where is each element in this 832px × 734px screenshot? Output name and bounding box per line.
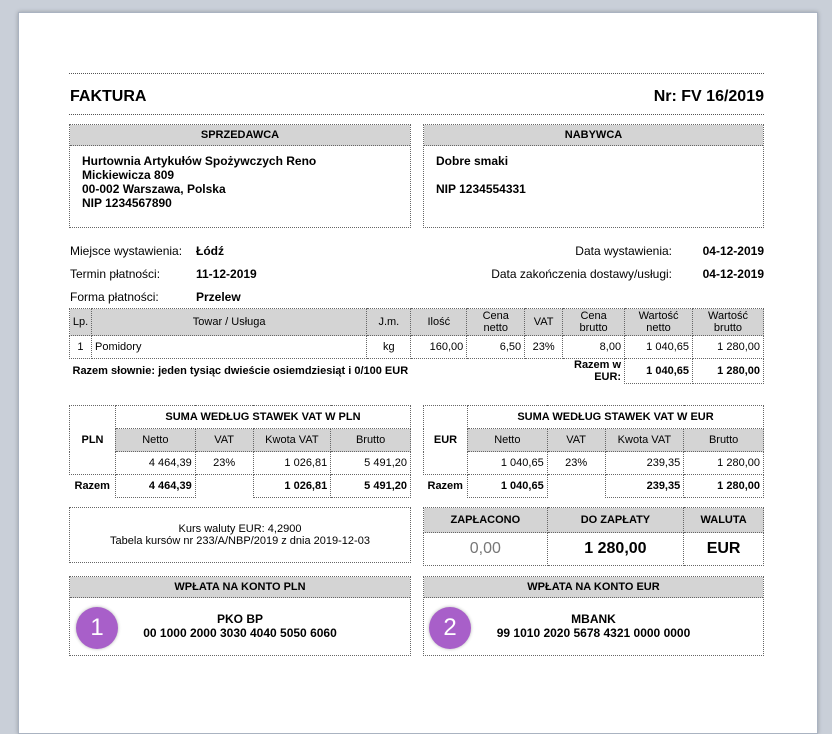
items-table <box>69 308 764 384</box>
col-net-value: Wartość netto <box>625 309 693 336</box>
cell-unit: kg <box>367 336 411 359</box>
vat-pln-total-amount: 1 026,81 <box>253 475 331 498</box>
title-divider <box>69 114 764 115</box>
bank-eur-box <box>423 576 764 656</box>
vat-pln-total-rate <box>195 475 253 498</box>
cell-gross-value: 1 280,00 <box>693 336 764 359</box>
cell-qty: 160,00 <box>411 336 467 359</box>
table-row <box>424 452 764 475</box>
cell-net-price: 6,50 <box>467 336 525 359</box>
seller-nip: NIP 1234567890 <box>82 196 172 210</box>
cell-net-value: 1 040,65 <box>625 336 693 359</box>
bank-eur-account: 99 1010 2020 5678 4321 0000 0000 <box>496 626 691 640</box>
vat-eur-amount: 239,35 <box>605 452 684 475</box>
vat-eur-col-amount: Kwota VAT <box>605 429 684 452</box>
seller-heading: SPRZEDAWCA <box>70 125 410 146</box>
vat-pln-total-net: 4 464,39 <box>115 475 195 498</box>
vat-pln-total-label: Razem <box>74 480 110 493</box>
method-value: Przelew <box>196 290 241 304</box>
amount-in-words: Razem słownie: jeden tysiąc dwieście osiemdziesiąt i 0/100 EUR <box>72 365 409 377</box>
cell-vat: 23% <box>525 336 563 359</box>
vat-pln-net: 4 464,39 <box>115 452 195 475</box>
items-header-row <box>70 309 764 336</box>
table-row <box>70 336 764 359</box>
vat-pln-col-vat: VAT <box>195 429 253 452</box>
col-unit: J.m. <box>367 309 411 336</box>
items-total-row <box>70 359 764 384</box>
vat-pln-table <box>69 405 411 498</box>
vat-eur-col-vat: VAT <box>547 429 605 452</box>
issue-value: 04-12-2019 <box>702 244 764 258</box>
paid-label: ZAPŁACONO <box>424 508 548 533</box>
col-vat: VAT <box>525 309 563 336</box>
total-gross: 1 280,00 <box>693 359 764 384</box>
vat-pln-total-row <box>70 475 411 498</box>
vat-eur-currency: EUR <box>424 406 468 475</box>
total-label: Razem w EUR: <box>574 359 622 383</box>
seller-street: Mickiewicza 809 <box>82 168 175 182</box>
callout-badge-2: 2 <box>429 607 471 649</box>
vat-eur-table <box>423 405 764 498</box>
vat-pln-col-amount: Kwota VAT <box>253 429 331 452</box>
seller-name: Hurtownia Artykułów Spożywczych Reno <box>82 154 317 168</box>
invoice-number: Nr: FV 16/2019 <box>653 88 764 105</box>
currency-label: WALUTA <box>684 508 764 533</box>
exchange-box <box>69 507 411 563</box>
bank-pln-account: 00 1000 2000 3030 4040 5050 6060 <box>143 626 337 640</box>
vat-pln-heading: SUMA WEDŁUG STAWEK VAT W PLN <box>115 406 410 429</box>
method-label: Forma płatności: <box>70 290 159 304</box>
callout-badge-1: 1 <box>76 607 118 649</box>
vat-pln-col-net: Netto <box>115 429 195 452</box>
table-row <box>70 452 411 475</box>
currency-value: EUR <box>684 533 764 566</box>
invoice-page <box>18 12 818 734</box>
vat-eur-rate: 23% <box>547 452 605 475</box>
delivery-value: 04-12-2019 <box>702 267 764 281</box>
vat-pln-rate: 23% <box>195 452 253 475</box>
cell-gross-price: 8,00 <box>563 336 625 359</box>
place-label: Miejsce wystawienia: <box>70 244 183 258</box>
vat-eur-col-gross: Brutto <box>684 429 764 452</box>
vat-eur-heading: SUMA WEDŁUG STAWEK VAT W EUR <box>467 406 763 429</box>
payment-summary <box>423 507 764 566</box>
vat-eur-gross: 1 280,00 <box>684 452 764 475</box>
vat-eur-total-rate <box>547 475 605 498</box>
seller-city: 00-002 Warszawa, Polska <box>82 182 226 196</box>
issue-label: Data wystawienia: <box>575 244 672 258</box>
vat-pln-currency: PLN <box>70 406 116 475</box>
vat-pln-amount: 1 026,81 <box>253 452 331 475</box>
buyer-nip: NIP 1234554331 <box>436 182 526 196</box>
exchange-table: Tabela kursów nr 233/A/NBP/2019 z dnia 2019-12-03 <box>110 535 370 547</box>
due-label: Termin płatności: <box>70 267 161 281</box>
vat-eur-total-amount: 239,35 <box>605 475 684 498</box>
vat-pln-gross: 5 491,20 <box>331 452 411 475</box>
vat-eur-total-label: Razem <box>427 480 463 493</box>
invoice-title: FAKTURA <box>70 88 147 105</box>
buyer-box <box>423 124 764 228</box>
vat-eur-net: 1 040,65 <box>467 452 547 475</box>
vat-eur-total-row <box>424 475 764 498</box>
bank-pln-box <box>69 576 411 656</box>
delivery-label: Data zakończenia dostawy/usługi: <box>491 267 672 281</box>
to-pay-label: DO ZAPŁATY <box>547 508 683 533</box>
vat-pln-col-gross: Brutto <box>331 429 411 452</box>
vat-pln-total-gross: 5 491,20 <box>331 475 411 498</box>
paid-value: 0,00 <box>424 533 548 566</box>
bank-eur-name: MBANK <box>571 612 616 626</box>
col-gross-value: Wartość brutto <box>693 309 764 336</box>
bank-pln-heading: WPŁATA NA KONTO PLN <box>70 577 410 598</box>
place-value: Łódź <box>196 244 224 258</box>
vat-eur-col-net: Netto <box>467 429 547 452</box>
buyer-heading: NABYWCA <box>424 125 763 146</box>
col-lp: Lp. <box>70 309 92 336</box>
buyer-name: Dobre smaki <box>436 154 509 168</box>
top-divider <box>69 73 764 74</box>
col-gross-price: Cena brutto <box>563 309 625 336</box>
col-product: Towar / Usługa <box>91 309 366 336</box>
col-net-price: Cena netto <box>467 309 525 336</box>
cell-product: Pomidory <box>91 336 366 359</box>
cell-lp: 1 <box>70 336 92 359</box>
due-value: 11-12-2019 <box>196 267 257 281</box>
vat-eur-total-net: 1 040,65 <box>467 475 547 498</box>
seller-box <box>69 124 411 228</box>
bank-pln-name: PKO BP <box>216 612 263 626</box>
col-qty: Ilość <box>411 309 467 336</box>
total-net: 1 040,65 <box>625 359 693 384</box>
bank-eur-heading: WPŁATA NA KONTO EUR <box>424 577 763 598</box>
vat-eur-total-gross: 1 280,00 <box>684 475 764 498</box>
exchange-rate: Kurs waluty EUR: 4,2900 <box>178 523 302 535</box>
to-pay-value: 1 280,00 <box>547 533 683 566</box>
